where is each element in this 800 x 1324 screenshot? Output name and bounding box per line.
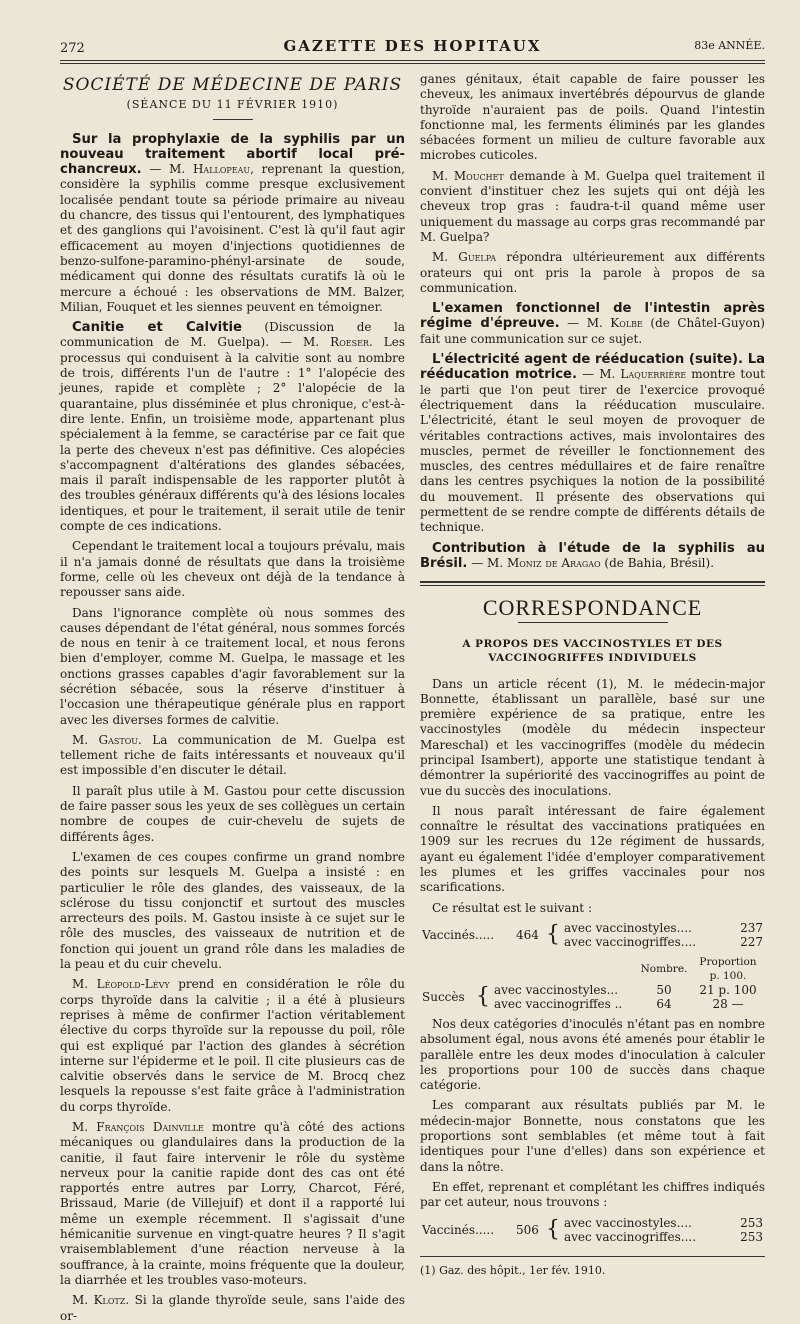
paragraph: Il paraît plus utile à M. Gastou pour cette discussion de faire passer sous les yeux de ses collègues un certain nombre de coupes de cuir-chevelu de sujets de différents âges.	[60, 783, 405, 844]
section-text: . Les processus qui conduisent à la calvitie sont au nombre de trois, différents l'un de l'autre : 1° l'alopécie des jeunes, rapide et complète ; 2° l'alopécie de la quarantaine, plus disséminée et plus chronique, c'est-à-dire lente. Enfin, un troisième mode, appartenant plus spécialement à la femme, se caractérise par ce fait que la perte des cheveux n'est pas définitive. Ces alopécies s'accompagnent d'altérations des glandes sébacées, mais il paraît indispensable de les rapporter plutôt à des troubles généraux différents qu'à des lésions locales identiques, et pour le traitement, il serait utile de tenir compte de ces indications.	[60, 335, 406, 534]
paragraph-text: demande à M. Guelpa quel traitement il convient d'instituer chez les sujets qui ont déjà les cheveux trop gras : faudra-t-il quand même user uniquement du massage au corps gras recommandé par M. Guelpa?	[420, 168, 766, 244]
right-column	[420, 72, 766, 1277]
speaker-paragraph	[60, 977, 405, 1115]
row-label: Vaccinés.....	[422, 1222, 495, 1237]
speaker: M. Moniz de Aragao	[487, 555, 601, 570]
row-name: avec vaccinogriffes....	[564, 1229, 697, 1244]
speaker: M. Hallopeau	[169, 162, 251, 177]
speaker: M. Gastou	[72, 732, 138, 747]
header-rule	[60, 60, 765, 61]
column-header: Proportion p. 100.	[699, 955, 757, 982]
row-value: 253	[740, 1229, 763, 1244]
row-number: 50	[656, 982, 672, 997]
divider	[420, 581, 765, 583]
paragraph: Il nous paraît intéressant de faire également connaître le résultat des vaccinations pratiquées en 1909 sur les recrues du 12e régiment de hussards, ayant eu également l'idée d'employer comparativement les plumes et les griffes vaccinales pour nos scarifications.	[420, 803, 765, 895]
section-canitie	[60, 320, 405, 534]
paragraph: En effet, reprenant et complétant les chiffres indiqués par cet auteur, nous trouvons :	[420, 1179, 765, 1210]
section-text: , reprenant la question, considère la syphilis comme presque exclusivement localisée pendant toute sa période primaire au niveau du chancre, des tissus qui l'entourent, des lymphatiques et des ganglions qui l'avoisinent. C'est là qu'il faut agir efficacement au moyen d'injections quotidiennes de benzo-sulfone-paramino-phényl-arsinate de soude, médicament qui donne des résultats curatifs là où le mercure a échoué : les observations de MM. Balzer, Milian, Fouquet et les siennes peuvent en témoigner.	[60, 162, 405, 314]
row-value: 237	[740, 920, 763, 935]
speaker: M. Laquerrière	[599, 367, 687, 382]
table-row	[420, 921, 765, 935]
footnote: (1) Gaz. des hôpit., 1er fév. 1910.	[420, 1263, 606, 1277]
correspondence-subtitle: A PROPOS DES VACCINOSTYLES ET DES VACCINOGRIFFES INDIVIDUELS	[462, 637, 723, 664]
vaccination-table-1	[420, 921, 765, 949]
paragraph: L'examen de ces coupes confirme un grand nombre des points sur lesquels M. Guelpa a insisté : en particulier le rôle des glandes, des vaisseaux, de la sclérose du tissu conjonctif et surtout des muscles arrecteurs des poils. M. Gastou insiste à ce sujet sur le rôle des muscles, des vaisseaux de nutrition et de fonction qui jouent un grand rôle dans les maladies de la peau et du cuir chevelu.	[60, 849, 405, 972]
row-name: avec vaccinogriffes ..	[494, 996, 623, 1011]
column-header: Nombre.	[640, 962, 688, 975]
brace: {	[476, 983, 490, 1009]
separator: —	[467, 555, 488, 570]
separator: —	[577, 367, 600, 382]
paragraph-text: . La communication de M. Guelpa est tellement riche de faits intéressants et nouveaux qu'il est impossible d'en discuter le détail.	[60, 732, 405, 778]
section-subheading: (Discussion de la communication de M. Guelpa). —	[60, 320, 405, 350]
speaker: M. François Dainville	[72, 1120, 204, 1134]
society-title: SOCIÉTÉ DE MÉDECINE DE PARIS	[62, 75, 403, 95]
speaker: M. Mouchet	[432, 168, 504, 183]
section-intestin	[420, 301, 765, 347]
section-heading: Contribution à l'étude de la syphilis au Brésil.	[420, 540, 765, 571]
section-text: (de Bahia, Brésil).	[600, 555, 715, 570]
paragraph: Les comparant aux résultats publiés par M. le médecin-major Bonnette, nous constatons que les proportions sont semblables (et même tout à fait identiques pour l'une d'elles) dans son expérience et dans la nôtre.	[420, 1098, 765, 1174]
row-proportion: 28 —	[712, 996, 744, 1011]
speaker-paragraph	[420, 250, 765, 296]
section-heading: L'examen fonctionnel de l'intestin après régime d'épreuve.	[420, 301, 765, 332]
section-text: montre tout le parti que l'on peut tirer de l'exercice provoqué électriquement dans la rééducation musculaire. L'électricité, étant le seul moyen de provoquer de véritables contractions actives, mais involontaires des muscles, permet de réveiller le fonctionnement des muscles, des centres médullaires et de faire renaître dans les centres psychiques la notion de la possibilité du mouvement. Il présente des observations qui permettent de se rendre compte de différents détails de technique.	[420, 367, 765, 535]
row-number: 64	[656, 996, 672, 1011]
row-total: 464	[516, 927, 539, 942]
row-proportion: 21 p. 100	[699, 982, 757, 997]
row-name: avec vaccinostyles....	[564, 1215, 692, 1230]
continuation-paragraph: ganes génitaux, était capable de faire pousser les cheveux, les animaux invertébrés dépourvus de glande thyroïde n'auraient pas de poils. Quand l'intestin fonctionne mal, les ferments éliminés par les glandes sébacées forment un milieu de culture favorable aux microbes cuticoles.	[420, 72, 765, 163]
running-head	[60, 33, 765, 57]
paragraph: Dans l'ignorance complète où nous sommes des causes dépendant de l'état général, nous sommes forcés de nous en tenir à ce traitement local, et nous ferons bien d'employer, comme M. Guelpa, le massage et les onctions grasses capables d'agir favorablement sur la sécrétion sébacée, sous la réserve d'instituer à l'occasion une thérapeutique générale plus en rapport avec les diverses formes de calvitie.	[60, 605, 405, 727]
section-electricite	[420, 352, 765, 536]
paragraph-text: prend en considération le rôle du corps thyroïde dans la calvitie ; il a été à plusieurs reprises à même de confirmer l'action véritablement élective du corps thyroïde sur la repousse du poil, rôle qui est expliqué par l'action des glandes à sécrétion interne sur l'épiderme et le poil. Il cite plusieurs cas de calvitie observés dans le service de M. Brocq chez lesquels la repousse s'est faite grâce à l'administration du corps thyroïde.	[60, 977, 406, 1114]
vaccination-table-2	[420, 955, 765, 1011]
brace: {	[546, 921, 560, 947]
divider	[518, 622, 668, 623]
speaker: M. Léopold-Lévy	[72, 977, 170, 992]
row-label: Succès	[422, 989, 465, 1004]
left-column	[60, 72, 406, 1323]
page-number: 272	[60, 41, 85, 56]
section-heading: Sur la prophylaxie de la syphilis par un nouveau traitement abortif local pré-chancreux.	[60, 131, 405, 178]
row-value: 253	[740, 1215, 763, 1230]
header-rule-2	[60, 63, 765, 64]
speaker: M. Roeser	[303, 335, 369, 350]
correspondence-title: CORRESPONDANCE	[482, 595, 703, 621]
vaccination-table-3	[420, 1216, 765, 1244]
paragraph-text: répondra ultérieurement aux différents orateurs qui ont pris la parole à propos de sa communication.	[420, 250, 765, 295]
separator: —	[559, 316, 587, 331]
speaker-paragraph	[60, 1293, 405, 1324]
paragraph: Nos deux catégories d'inoculés n'étant pas en nombre absolument égal, nous avons été amenés pour établir le parallèle entre les deux modes d'inoculation à calculer les proportions pour 100 de succès dans chaque catégorie.	[420, 1016, 765, 1093]
row-label: Vaccinés.....	[422, 927, 495, 942]
correspondence-section	[420, 581, 765, 1278]
table-row	[420, 1216, 765, 1230]
section-heading: L'électricité agent de rééducation (suite). La rééducation motrice.	[420, 352, 765, 383]
journal-title: GAZETTE DES HOPITAUX	[283, 37, 542, 55]
row-name: avec vaccinostyles...	[494, 982, 619, 997]
divider	[420, 585, 765, 586]
paragraph: Cependant le traitement local a toujours prévalu, mais il n'a jamais donné de résultats que dans la troisième forme, celle où les cheveux ont déjà de la tendance à repousser sans aide.	[60, 539, 405, 600]
speaker-paragraph	[60, 733, 405, 779]
speaker-paragraph	[420, 169, 765, 245]
table-row	[420, 983, 765, 997]
speaker: M. Klotz	[72, 1293, 126, 1308]
volume-year: 83e ANNÉE.	[694, 39, 765, 52]
session-date: (SÉANCE DU 11 FÉVRIER 1910)	[126, 98, 339, 112]
row-value: 227	[740, 934, 763, 949]
paragraph: Dans un article récent (1), M. le médecin-major Bonnette, établissant un parallèle, basé sur une première expérience de sa pratique, entre les vaccinostyles (modèle du médecin inspecteur Mareschal) et les vaccinogriffes (modèle du médecin principal Isambert), apporte une statistique tendant à démontrer la supériorité des vaccinogriffes au point de vue du succès des inoculations.	[420, 676, 765, 798]
speaker: M. Guelpa	[432, 250, 497, 265]
section-text: (de Châtel-Guyon) fait une communication sur ce sujet.	[420, 316, 765, 346]
paragraph-text: montre qu'à côté des actions mécaniques ou glandulaires dans la production de la canitie, il faut faire intervenir le rôle du système nerveux pour la canitie rapide dont des cas ont été rapportés entre autres par Lorry, Charcot, Féré, Brissaud, Marie (de Villejuif) et dont il a rapporté lui même un exemple récemment. Il s'agissait d'une hémicanitie survenue en vingt-quatre heures ? Il s'agit vraisemblablement d'une réaction nerveuse à la souffrance, à la crainte, moins fréquente que la douleur, la diarrhée et les troubles vaso-moteurs.	[60, 1120, 406, 1287]
row-name: avec vaccinogriffes....	[564, 934, 697, 949]
speaker-paragraph	[60, 1120, 405, 1288]
row-name: avec vaccinostyles....	[564, 920, 692, 935]
speaker: M. Kolbe	[586, 316, 643, 331]
paragraph-text: . Si la glande thyroïde seule, sans l'aide des or-	[60, 1293, 405, 1323]
paragraph: Ce résultat est le suivant :	[432, 900, 592, 915]
section-syphilis: Sur la prophylaxie de la syphilis par un nouveau traitement abortif local pré-chancreux. — M. Hallopeau, reprenant la question, considère la syphilis comme presque exclusivement localisée pendant toute sa période primaire au niveau du chancre, des tissus qui l'entourent, des lymphatiques et des ganglions qui l'avoisinent. C'est là qu'il faut agir efficacement au moyen d'injections quotidiennes de benzo-sulfone-paramino-phényl-arsinate de soude, médicament qui donne des résultats curatifs là où le mercure a échoué : les observations de MM. Balzer, Milian, Fouquet et les siennes peuvent en témoigner.	[60, 131, 405, 314]
row-total: 506	[516, 1222, 539, 1237]
section-heading: Canitie et Calvitie	[72, 320, 242, 336]
section-bresil	[420, 541, 765, 572]
divider	[213, 119, 253, 120]
footnote-divider	[420, 1256, 765, 1257]
brace: {	[546, 1216, 560, 1242]
table-header-row	[420, 955, 765, 983]
